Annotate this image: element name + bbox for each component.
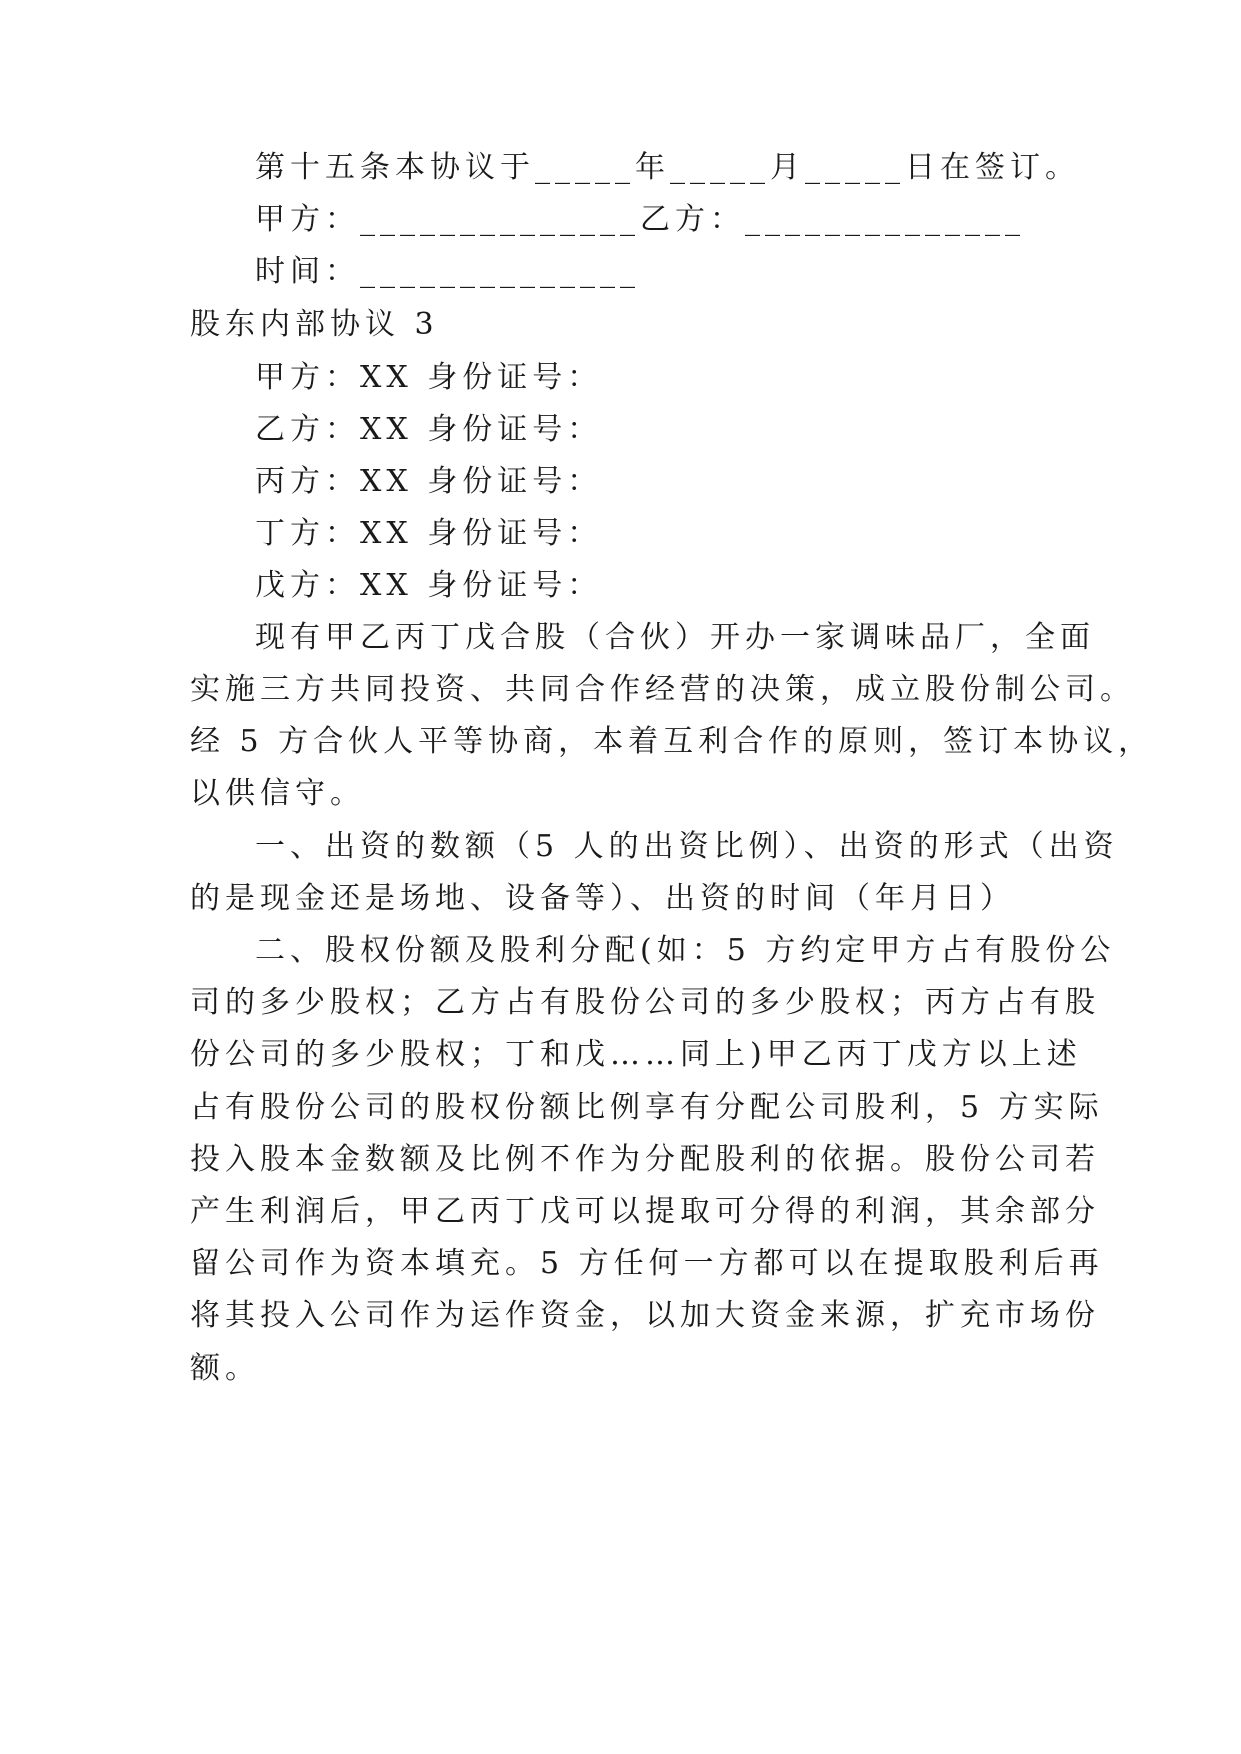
section1-line: 的是现金还是场地、设备等）、出资的时间（年月日） [190, 881, 1015, 916]
intro-line: 实施三方共同投资、共同合作经营的决策，成立股份制公司。 [190, 672, 1135, 707]
signing-date-line: 第十五条本协议于_____年_____月_____日在签订。 [255, 150, 1080, 185]
section2-line: 占有股份公司的股权份额比例享有分配公司股利，5 方实际 [190, 1090, 1104, 1125]
party-jia: 甲方：XX 身份证号： [255, 360, 603, 395]
party-bing: 丙方：XX 身份证号： [255, 464, 603, 499]
agreement-title: 股东内部协议 3 [190, 307, 439, 342]
signing-time-line: 时间：______________ [255, 254, 640, 289]
signing-parties-line: 甲方：______________乙方：______________ [255, 202, 1025, 237]
section2-line: 将其投入公司作为运作资金，以加大资金来源，扩充市场份 [190, 1298, 1100, 1333]
section2-line: 份公司的多少股权；丁和戊……同上)甲乙丙丁戊方以上述 [190, 1037, 1082, 1072]
party-yi: 乙方：XX 身份证号： [255, 412, 603, 447]
section2-line: 留公司作为资本填充。5 方任何一方都可以在提取股利后再 [190, 1246, 1104, 1281]
section2-line: 产生利润后，甲乙丙丁戊可以提取可分得的利润，其余部分 [190, 1194, 1100, 1229]
section2-line: 二、股权份额及股利分配(如：5 方约定甲方占有股份公 [255, 933, 1116, 968]
intro-line: 以供信守。 [190, 776, 365, 811]
section1-line: 一、出资的数额（5 人的出资比例）、出资的形式（出资 [255, 829, 1119, 864]
section2-line: 司的多少股权；乙方占有股份公司的多少股权；丙方占有股 [190, 985, 1100, 1020]
section2-line: 投入股本金数额及比例不作为分配股利的依据。股份公司若 [190, 1142, 1100, 1177]
party-wu: 戊方：XX 身份证号： [255, 568, 603, 603]
intro-line: 经 5 方合伙人平等协商，本着互利合作的原则，签订本协议， [190, 724, 1154, 759]
party-ding: 丁方：XX 身份证号： [255, 516, 603, 551]
intro-line: 现有甲乙丙丁戊合股（合伙）开办一家调味品厂，全面 [255, 620, 1095, 655]
section2-line: 额。 [190, 1351, 260, 1386]
